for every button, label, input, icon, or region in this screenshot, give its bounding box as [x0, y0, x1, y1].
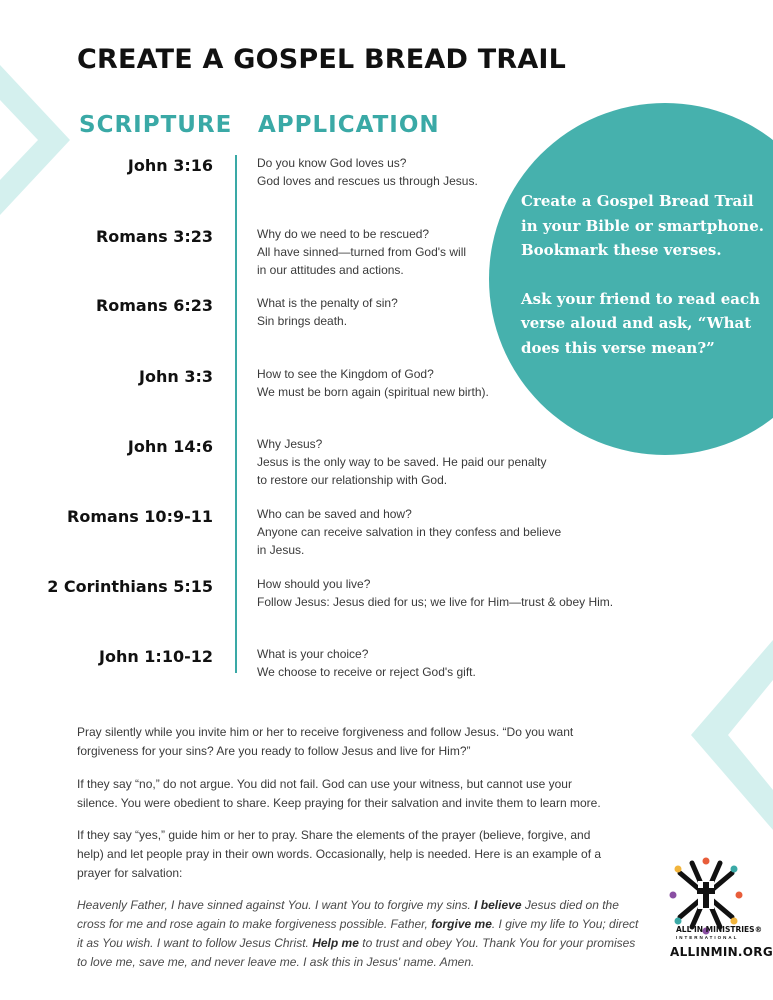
callout-line: does this verse mean?”	[521, 338, 715, 357]
callout-text	[521, 189, 773, 360]
application-line: Do you know God loves us?	[257, 156, 407, 170]
scripture-reference: 2 Corinthians 5:15	[47, 577, 213, 596]
website-url: ALLINMIN.ORG	[670, 945, 773, 959]
scripture-reference: Romans 10:9-11	[67, 507, 213, 526]
application-line: Who can be saved and how?	[257, 507, 412, 521]
application-text	[257, 294, 398, 330]
application-line: Follow Jesus: Jesus died for us; we live for Him—trust & obey Him.	[257, 595, 614, 609]
application-line: Sin brings death.	[257, 314, 348, 328]
scripture-reference: John 3:3	[139, 367, 213, 386]
application-line: Why Jesus?	[257, 437, 323, 451]
prayer-line: Heavenly Father, I have sinned against You. I want You to forgive my sins. I believe Jesus died on the	[77, 898, 619, 912]
left-chevron-decoration	[0, 55, 80, 225]
scripture-reference: John 14:6	[127, 437, 213, 456]
paragraph-line: If they say “no,” do not argue. You did not fail. God can use your witness, but cannot use your	[77, 777, 572, 791]
callout-line: in your Bible or smartphone.	[521, 216, 764, 235]
prayer-line: it as You wish. I want to follow Jesus Christ. Help me to trust and obey You. Thank You for your promises	[77, 936, 636, 950]
application-line: God loves and rescues us through Jesus.	[257, 174, 478, 188]
scripture-reference: Romans 3:23	[95, 227, 213, 246]
paragraph-no	[77, 775, 637, 813]
logo-name: ALL IN MINISTRIES®	[676, 925, 763, 934]
application-text	[257, 435, 547, 489]
scripture-reference: John 3:16	[127, 156, 213, 175]
application-line: to restore our relationship with God.	[257, 473, 448, 487]
column-divider	[235, 155, 237, 673]
application-column-heading: APPLICATION	[258, 112, 440, 138]
prayer-line: cross for me and rose again to make forgiveness possible. Father, forgive me. I give my life to You; direct	[77, 917, 639, 931]
callout-line: Ask your friend to read each	[521, 289, 760, 308]
scripture-reference: John 1:10-12	[99, 647, 213, 666]
application-line: in Jesus.	[257, 543, 305, 557]
application-text	[257, 645, 476, 681]
application-line: Jesus is the only way to be saved. He paid our penalty	[257, 455, 547, 469]
paragraph-line: prayer for salvation:	[77, 866, 183, 880]
right-chevron-decoration	[683, 640, 773, 830]
salvation-prayer	[77, 896, 637, 972]
application-text	[257, 505, 561, 559]
page-title: CREATE A GOSPEL BREAD TRAIL	[77, 44, 567, 75]
application-line: Anyone can receive salvation in they confess and believe	[257, 525, 562, 539]
application-line: We must be born again (spiritual new birth).	[257, 385, 489, 399]
application-line: in our attitudes and actions.	[257, 263, 404, 277]
application-line: Why do we need to be rescued?	[257, 227, 430, 241]
application-line: We choose to receive or reject God's gift.	[257, 665, 476, 679]
paragraph-yes	[77, 826, 637, 883]
callout-line: verse aloud and ask, “What	[521, 314, 752, 332]
paragraph-line: Pray silently while you invite him or her to receive forgiveness and follow Jesus. “Do you want	[77, 725, 574, 739]
scripture-reference: Romans 6:23	[95, 296, 213, 315]
application-line: How to see the Kingdom of God?	[257, 367, 434, 381]
application-text	[257, 365, 489, 401]
application-text	[257, 575, 613, 611]
callout-line: Bookmark these verses.	[521, 241, 722, 259]
scripture-column-heading: SCRIPTURE	[79, 112, 233, 138]
application-line: How should you live?	[257, 577, 371, 591]
paragraph-line: silence. You were obedient to share. Keep praying for their salvation and invite them to learn more.	[77, 796, 601, 810]
paragraph-line: forgiveness for your sins? Are you ready to follow Jesus and live for Him?”	[77, 744, 471, 758]
application-line: What is the penalty of sin?	[257, 296, 398, 310]
prayer-line: to love me, save me, and never leave me. I ask this in Jesus' name. Amen.	[77, 955, 475, 969]
paragraph-line: If they say “yes,” guide him or her to pray. Share the elements of the prayer (believe, forgive, and	[77, 828, 591, 842]
paragraph-invite	[77, 723, 637, 761]
application-text	[257, 225, 466, 279]
callout-line: Create a Gospel Bread Trail	[521, 192, 754, 210]
paragraph-line: help) and let people pray in their own words. Occasionally, help is needed. Here is an example of a	[77, 847, 602, 861]
application-text	[257, 154, 478, 190]
logo-subtitle: INTERNATIONAL	[676, 935, 739, 940]
application-line: All have sinned—turned from God's will	[257, 245, 467, 259]
application-line: What is your choice?	[257, 647, 369, 661]
